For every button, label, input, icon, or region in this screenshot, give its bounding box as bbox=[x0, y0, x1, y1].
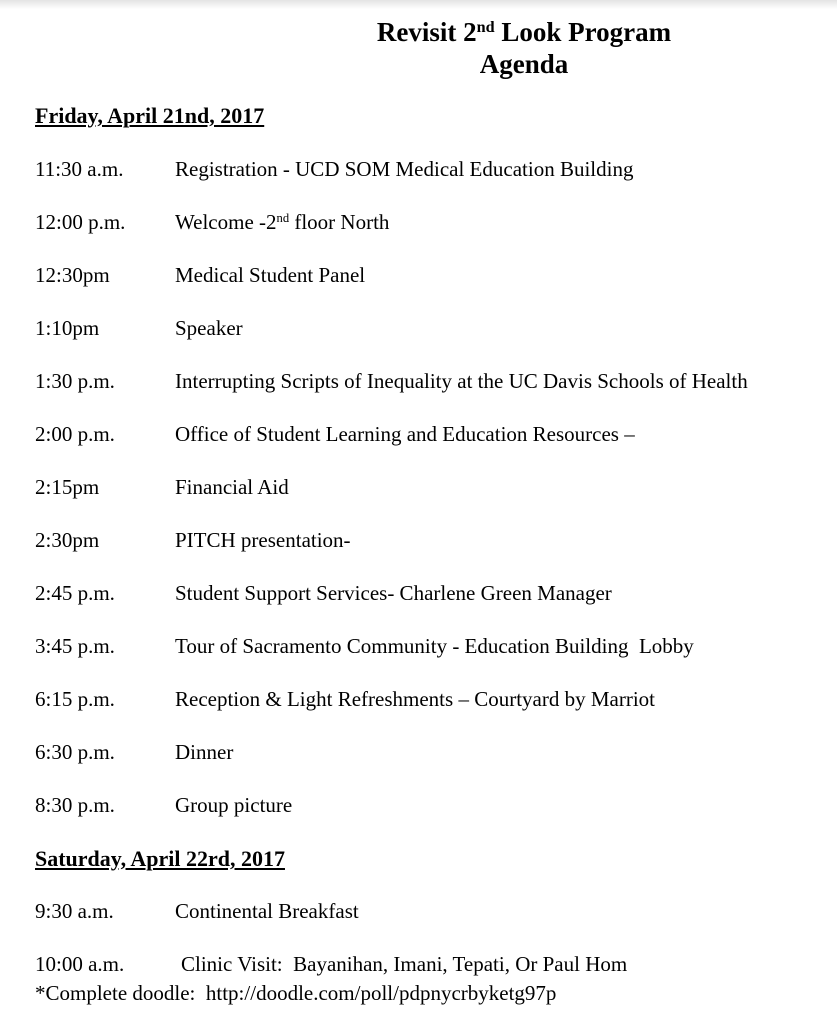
title-text-post: Look Program bbox=[494, 17, 672, 47]
document-subtitle: Agenda bbox=[479, 49, 569, 79]
title-text-pre: Revisit 2 bbox=[376, 17, 477, 47]
friday-heading: Friday, April 21nd, 2017 bbox=[35, 103, 265, 128]
event-description: Speaker bbox=[175, 316, 243, 340]
event-time: 12:00 p.m. bbox=[35, 210, 126, 234]
event-description: Clinic Visit: Bayanihan, Imani, Tepati, Or Paul Hom bbox=[181, 952, 628, 976]
event-description: Financial Aid bbox=[175, 475, 289, 499]
event-time: 3:45 p.m. bbox=[35, 634, 115, 658]
schedule-row-friday-6 bbox=[35, 473, 817, 502]
event-description-superscript: nd bbox=[276, 211, 290, 226]
event-time: 10:00 a.m. bbox=[35, 952, 125, 976]
document-title-block bbox=[133, 16, 837, 80]
event-time: 6:30 p.m. bbox=[35, 740, 115, 764]
title-superscript: nd bbox=[476, 18, 495, 37]
event-description: Student Support Services- Charlene Green Manager bbox=[175, 581, 612, 605]
event-description-pre: Welcome -2 bbox=[175, 210, 277, 234]
saturday-heading: Saturday, April 22rd, 2017 bbox=[35, 846, 285, 871]
event-description: Tour of Sacramento Community - Education Building Lobby bbox=[175, 634, 694, 658]
schedule-row-friday-1 bbox=[35, 208, 817, 237]
event-description: Group picture bbox=[175, 793, 293, 817]
event-description: Reception & Light Refreshments – Courtyard by Marriot bbox=[175, 687, 655, 711]
event-time: 2:15pm bbox=[35, 475, 100, 499]
schedule-row-friday-9 bbox=[35, 632, 817, 661]
schedule-row-friday-10 bbox=[35, 685, 817, 714]
schedule-row-saturday-0 bbox=[35, 897, 817, 926]
schedule-row-friday-11 bbox=[35, 738, 817, 767]
schedule-row-friday-8 bbox=[35, 579, 817, 608]
schedule-row-friday-4 bbox=[35, 367, 817, 396]
event-time: 6:15 p.m. bbox=[35, 687, 115, 711]
event-time: 9:30 a.m. bbox=[35, 899, 114, 923]
event-time: 1:30 p.m. bbox=[35, 369, 115, 393]
event-time: 2:00 p.m. bbox=[35, 422, 115, 446]
event-time: 12:30pm bbox=[35, 263, 110, 287]
event-description: Dinner bbox=[175, 740, 234, 764]
event-description: Continental Breakfast bbox=[175, 899, 359, 923]
schedule-row-friday-2 bbox=[35, 261, 817, 290]
event-description bbox=[175, 208, 389, 237]
schedule-row-friday-5 bbox=[35, 420, 817, 449]
schedule-row-friday-7 bbox=[35, 526, 817, 555]
event-description-post: floor North bbox=[289, 210, 390, 234]
schedule-row-friday-3 bbox=[35, 314, 817, 343]
event-time: 2:30pm bbox=[35, 528, 100, 552]
schedule-row-saturday-1 bbox=[35, 950, 817, 979]
event-description: Office of Student Learning and Education Resources – bbox=[175, 422, 635, 446]
event-time: 8:30 p.m. bbox=[35, 793, 115, 817]
event-time: 1:10pm bbox=[35, 316, 100, 340]
event-time: 11:30 a.m. bbox=[35, 157, 124, 181]
event-description: Registration - UCD SOM Medical Education Building bbox=[175, 157, 634, 181]
schedule-row-friday-0 bbox=[35, 155, 817, 184]
doodle-poll-note: *Complete doodle: http://doodle.com/poll/pdpnycrbyketg97p bbox=[35, 981, 557, 1005]
document-title bbox=[133, 16, 837, 48]
scan-edge-shadow bbox=[0, 0, 837, 9]
event-description: PITCH presentation- bbox=[175, 528, 351, 552]
event-description: Interrupting Scripts of Inequality at the UC Davis Schools of Health bbox=[175, 369, 748, 393]
schedule-row-friday-12 bbox=[35, 791, 817, 820]
event-time: 2:45 p.m. bbox=[35, 581, 115, 605]
event-description: Medical Student Panel bbox=[175, 263, 366, 287]
